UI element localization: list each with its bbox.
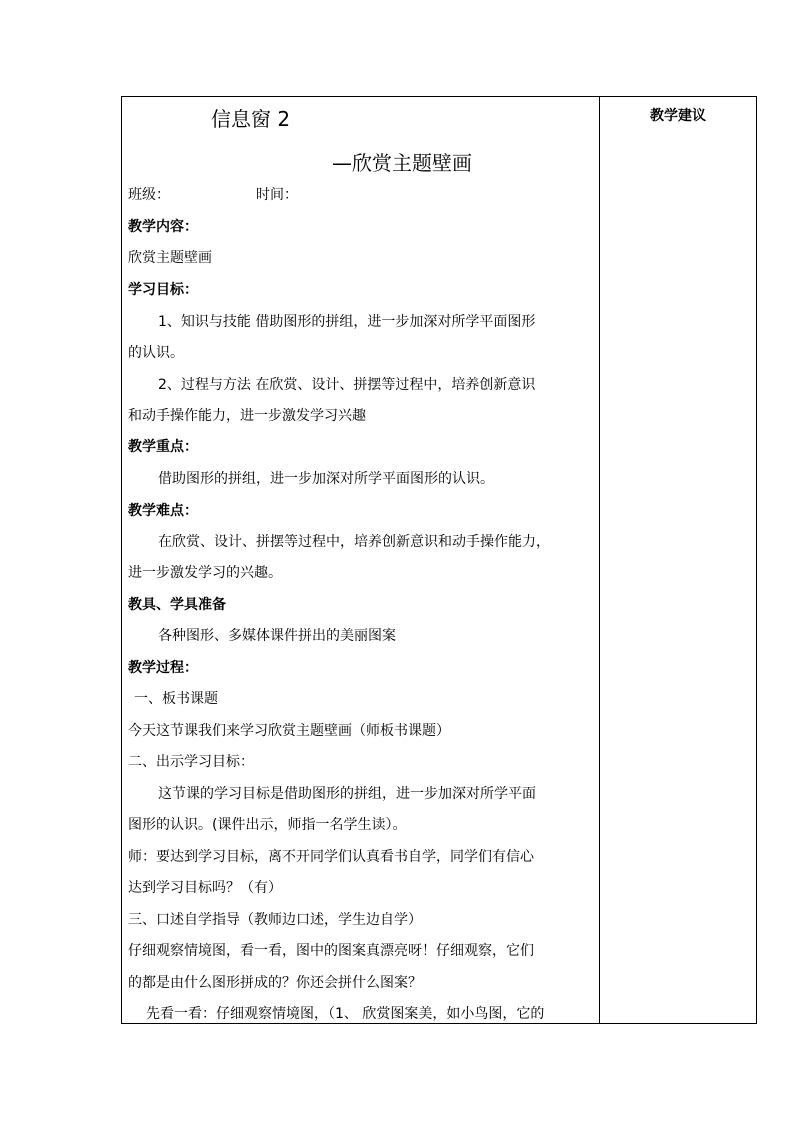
text-line: 先看一看：仔细观察情境图，（1、 欣赏图案美，如小鸟图，它的: [146, 1006, 545, 1022]
text-line: 这节课的学习目标是借助图形的拼组，进一步加深对所学平面: [158, 786, 536, 802]
page-title: 信息窗 2: [211, 107, 291, 131]
teaching-suggestions-column: [600, 97, 756, 1023]
text-line: 欣赏主题壁画: [128, 250, 212, 266]
section-heading: 教学重点：: [128, 439, 198, 455]
time-label: 时间：: [256, 187, 298, 203]
section-heading: 学习目标：: [128, 282, 198, 298]
text-line: 达到学习目标吗？（有）: [128, 880, 282, 896]
section-heading: 教学难点：: [128, 503, 198, 519]
text-line: 的认识。: [128, 345, 184, 361]
text-line: 进一步激发学习的兴趣。: [128, 565, 282, 581]
lesson-plan-table: [121, 96, 757, 1024]
text-line: 仔细观察情境图，看一看，图中的图案真漂亮呀！仔细观察，它们: [128, 943, 534, 959]
text-line: 和动手操作能力，进一步激发学习兴趣: [128, 408, 366, 424]
text-line: 一、板书课题: [134, 691, 218, 707]
text-line: 在欣赏、设计、拼摆等过程中，培养创新意识和动手操作能力，: [158, 534, 550, 550]
text-line: 三、口述自学指导（教师边口述，学生边自学）: [128, 912, 422, 928]
text-line: 图形的认识。(课件出示，师指一名学生读）。: [128, 817, 407, 833]
text-line: 借助图形的拼组，进一步加深对所学平面图形的认识。: [158, 471, 494, 487]
section-heading: 教具、学具准备: [128, 597, 226, 613]
text-line: 师：要达到学习目标，离不开同学们认真看书自学，同学们有信心: [128, 849, 534, 865]
teaching-suggestions-header: 教学建议: [650, 108, 706, 124]
class-label: 班级：: [128, 187, 170, 203]
section-heading: 教学内容：: [128, 219, 198, 235]
lesson-content-column: [122, 97, 600, 1023]
text-line: 的都是由什么图形拼成的？你还会拼什么图案？: [128, 975, 422, 991]
text-line: 各种图形、多媒体课件拼出的美丽图案: [158, 628, 396, 644]
text-line: 1、知识与技能 借助图形的拼组，进一步加深对所学平面图形: [158, 314, 536, 330]
text-line: 2、过程与方法 在欣赏、设计、拼摆等过程中，培养创新意识: [158, 377, 536, 393]
text-line: 二、出示学习目标：: [128, 754, 254, 770]
page-subtitle: —欣赏主题壁画: [332, 151, 472, 175]
section-heading: 教学过程：: [128, 660, 198, 676]
text-line: 今天这节课我们来学习欣赏主题壁画（师板书课题）: [128, 723, 450, 739]
